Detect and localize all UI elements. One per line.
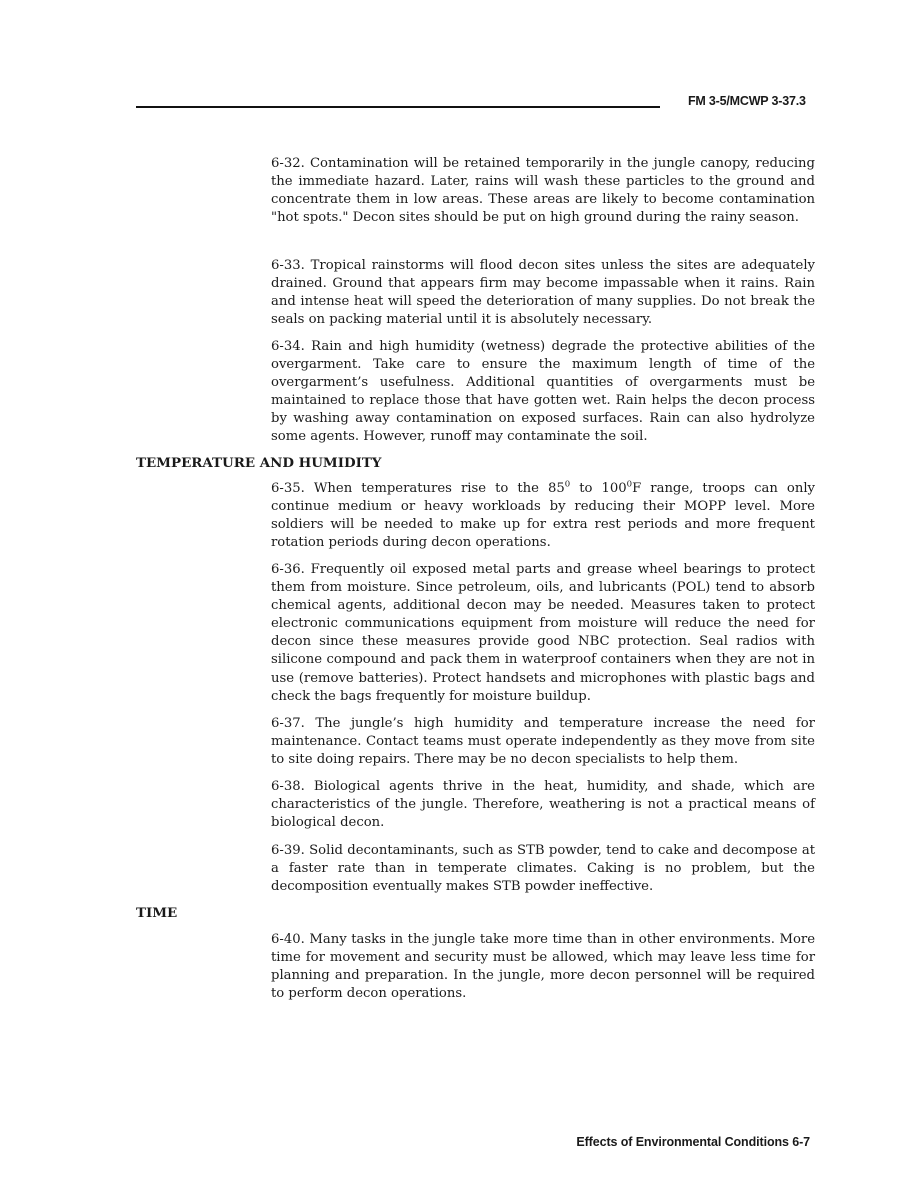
paragraph-6-34: 6-34. Rain and high humidity (wetness) degrade the protective abilities of the overgarment. Take care to ensure the maximum length of time of the overgarment’s usefulness. Additional quantities of overgarments must be maintained to replace those that have gotten wet. Rain helps the decon process by washing away contamination on exposed surfaces. Rain can also hydrolyze some agents. However, runoff may contaminate the soil.	[271, 339, 815, 445]
paragraph-6-35: 6-35. When temperatures rise to the $85^0$ to $100^0F$ range, troops can only continue medium or heavy workloads by reducing their MOPP level. More soldiers will be needed to make up for extra rest periods and more frequent rotation periods during decon operations.	[271, 479, 816, 551]
paragraph-6-38: 6-38. Biological agents thrive in the heat, humidity, and shade, which are characteristics of the jungle. Therefore, weathering is not a practical means of biological decon.	[271, 779, 815, 831]
paragraph-6-32: 6-32. Contamination will be retained temporarily in the jungle canopy, reducing the immediate hazard. Later, rains will wash these particles to the ground and concentrate them in low areas. These areas are likely to become contamination "hot spots." Decon sites should be put on high ground during the rainy season.	[271, 156, 815, 226]
running-footer: Effects of Environmental Conditions 6-7	[576, 1135, 810, 1149]
section-heading-temperature-humidity: TEMPERATURE AND HUMIDITY	[136, 455, 382, 471]
header-rule	[136, 106, 660, 108]
paragraph-6-40: 6-40. Many tasks in the jungle take more time than in other environments. More time for movement and security must be allowed, which may leave less time for planning and preparation. In the jungle, more decon personnel will be required to perform decon operations.	[271, 932, 815, 1002]
paragraph-6-39: 6-39. Solid decontaminants, such as STB powder, tend to cake and decompose at a faster rate than in temperate climates. Caking is no problem, but the decomposition eventually makes STB powder ineffective.	[271, 843, 815, 895]
paragraph-6-37: 6-37. The jungle’s high humidity and temperature increase the need for maintenance. Contact teams must operate independently as they move from site to site doing repairs. There may be no decon specialists to help them.	[271, 716, 815, 768]
running-header: FM 3-5/MCWP 3-37.3	[688, 94, 806, 108]
paragraph-6-33: 6-33. Tropical rainstorms will flood decon sites unless the sites are adequately drained. Ground that appears firm may become impassable when it rains. Rain and intense heat will speed the deterioration of many supplies. Do not break the seals on packing material until it is absolutely necessary.	[271, 258, 815, 328]
section-heading-time: TIME	[136, 905, 178, 921]
paragraph-6-36: 6-36. Frequently oil exposed metal parts and grease wheel bearings to protect them from moisture. Since petroleum, oils, and lubricants (POL) tend to absorb chemical agents, additional decon may be needed. Measures taken to protect electronic communications equipment from moisture will reduce the need for decon since these measures provide good NBC protection. Seal radios with silicone compound and pack them in waterproof containers when they are not in use (remove batteries). Protect handsets and microphones with plastic bags and check the bags frequently for moisture buildup.	[271, 562, 815, 704]
